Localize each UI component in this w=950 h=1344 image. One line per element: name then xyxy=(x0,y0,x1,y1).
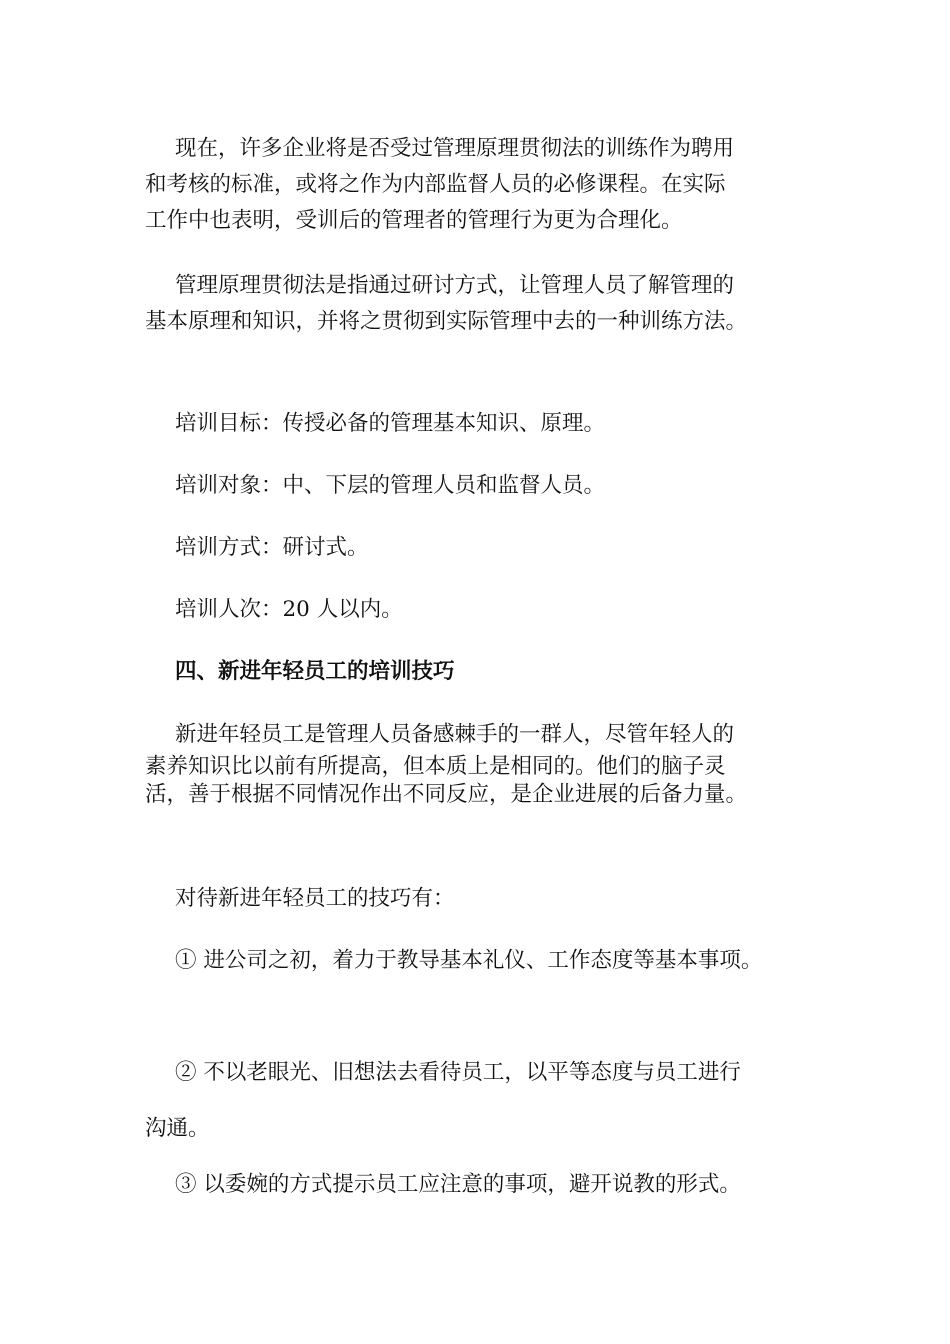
text-line: 现在，许多企业将是否受过管理原理贯彻法的训练作为聘用 xyxy=(175,136,735,161)
technique-item-3 xyxy=(145,1167,813,1203)
heading-text: 四、新进年轻员工的培训技巧 xyxy=(175,659,455,684)
text-line: ③ 以委婉的方式提示员工应注意的事项，避开说教的形式。 xyxy=(175,1172,741,1197)
text-line: 培训对象：中、下层的管理人员和监督人员。 xyxy=(175,473,606,498)
section-heading xyxy=(145,654,813,690)
training-goal xyxy=(145,406,813,442)
techniques-intro xyxy=(145,881,813,917)
training-method xyxy=(145,530,813,566)
text-line: 培训方式：研讨式。 xyxy=(175,535,369,560)
paragraph-definition xyxy=(145,268,813,340)
text-line: 培训人次：20 人以内。 xyxy=(175,597,403,622)
text-line: 对待新进年轻员工的技巧有： xyxy=(175,886,455,911)
paragraph-intro xyxy=(145,131,813,239)
text-line: 和考核的标准，或将之作为内部监督人员的必修课程。在实际 xyxy=(145,172,726,197)
text-line: ① 进公司之初，着力于教导基本礼仪、工作态度等基本事项。 xyxy=(175,948,763,973)
training-headcount xyxy=(145,592,813,628)
text-line: ② 不以老眼光、旧想法去看待员工，以平等态度与员工进行 xyxy=(175,1060,741,1085)
text-line: 新进年轻员工是管理人员备感棘手的一群人，尽管年轻人的 xyxy=(175,722,735,747)
text-line: 管理原理贯彻法是指通过研讨方式，让管理人员了解管理的 xyxy=(175,273,735,298)
training-target xyxy=(145,468,813,504)
text-line: 培训目标：传授必备的管理基本知识、原理。 xyxy=(175,411,606,436)
text-line: 沟通。 xyxy=(145,1116,210,1141)
technique-item-2 xyxy=(145,1055,813,1147)
text-line: 基本原理和知识，并将之贯彻到实际管理中去的一种训练方法。 xyxy=(145,309,748,334)
text-line: 工作中也表明，受训后的管理者的管理行为更为合理化。 xyxy=(145,208,683,233)
text-line: 活，善于根据不同情况作出不同反应，是企业进展的后备力量。 xyxy=(145,782,748,807)
technique-item-1 xyxy=(145,943,813,979)
paragraph-young-staff xyxy=(145,717,813,809)
text-line: 素养知识比以前有所提高，但本质上是相同的。他们的脑子灵 xyxy=(145,754,726,779)
